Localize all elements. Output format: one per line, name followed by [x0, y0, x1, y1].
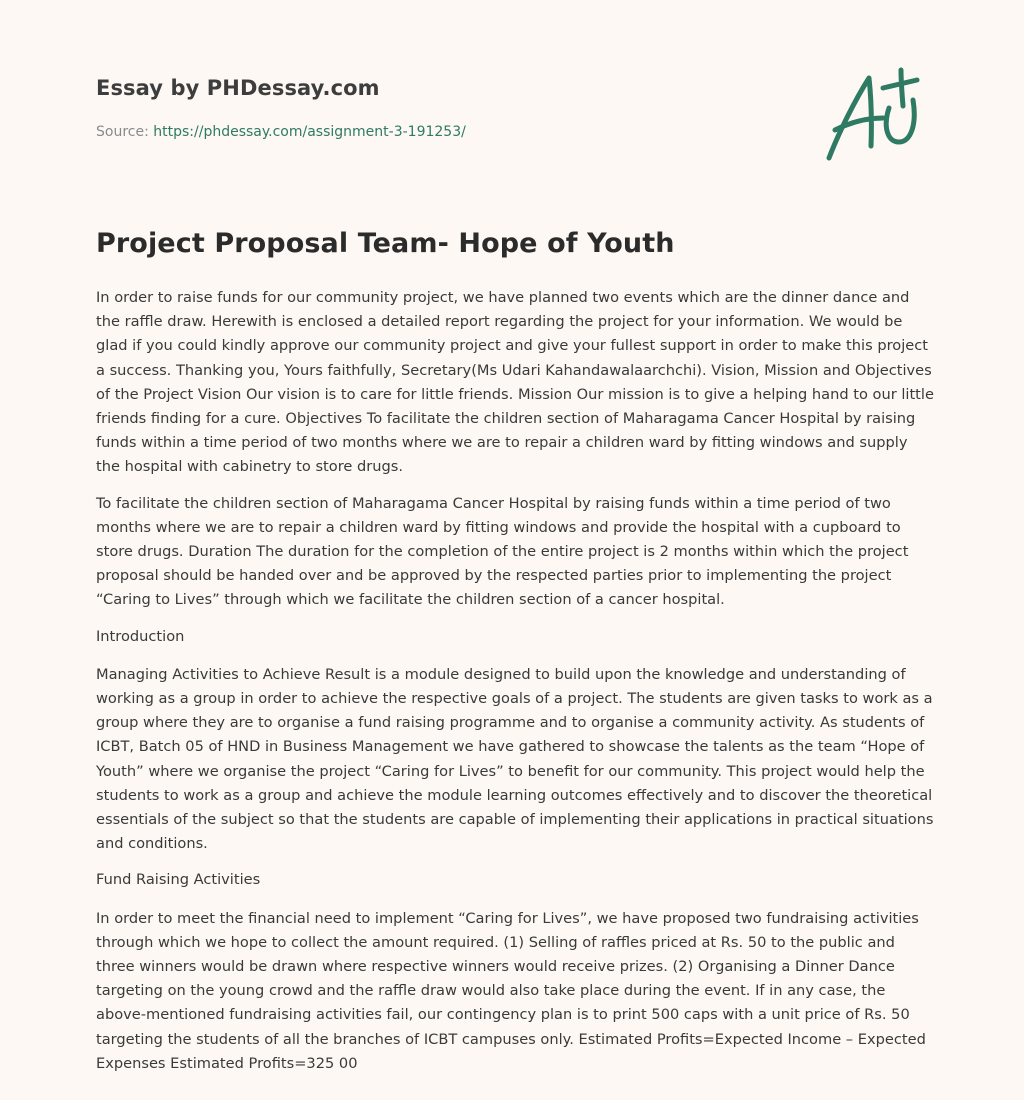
document-header	[96, 0, 936, 200]
essay-title: Project Proposal Team- Hope of Youth	[96, 228, 675, 259]
source-line	[96, 124, 466, 140]
paragraph-objectives: To facilitate the children section of Maharagama Cancer Hospital by raising funds within a time period of two months where we are to repair a children ward by fitting windows and provide the hospital with a cupboard to store drugs. Duration The duration for the completion of the entire project is 2 months within which the project proposal should be handed over and be approved by the respected parties prior to implementing the project “Caring to Lives” through which we facilitate the children section of a cancer hospital.	[96, 494, 909, 609]
paragraph-fund-raising: In order to meet the financial need to implement “Caring for Lives”, we have proposed two fundraising activities through which we hope to collect the amount required. (1) Selling of raffles priced at Rs. 50 to the public and three winners would be drawn where respective winners would receive prizes. (2) Organising a Dinner Dance targeting on the young crowd and the raffle draw would also take place during the event. If in any case, the above-mentioned fundraising activities fail, our contingency plan is to print 500 caps with a unit price of Rs. 50 targeting the students of all the branches of ICBT campuses only. Estimated Profits=Expected Income – Expected Expenses Estimated Profits=325 00	[96, 909, 926, 1072]
essay-body	[96, 286, 936, 1088]
paragraph-intro-letter: In order to raise funds for our community project, we have planned two events which are the dinner dance and the raffle draw. Herewith is enclosed a detailed report regarding the project for your information. We would be glad if you could kindly approve our community project and give your fullest support in order to make this project a success. Thanking you, Yours faithfully, Secretary(Ms Udari Kahandawalaarchchi). Vision, Mission and Objectives of the Project Vision Our vision is to care for little friends. Mission Our mission is to give a helping hand to our little friends finding for a cure. Objectives To facilitate the children section of Maharagama Cancer Hospital by raising funds within a time period of two months where we are to repair a children ward by fitting windows and supply the hospital with cabinetry to store drugs.	[96, 289, 934, 476]
section-heading-introduction: Introduction	[96, 627, 185, 645]
source-label: Source:	[96, 124, 154, 140]
paragraph-introduction: Managing Activities to Achieve Result is a module designed to build upon the knowledge and understanding of working as a group in order to achieve the respective goals of a project. The students are given tasks to work as a group where they are to organise a fund raising programme and to organise a community activity. As students of ICBT, Batch 05 of HND in Business Management we have gathered to showcase the talents as the team “Hope of Youth” where we organise the project “Caring for Lives” to benefit for our community. This project would help the students to work as a group and achieve the module learning outcomes effectively and to discover the theoretical essentials of the subject so that the students are capable of implementing their applications in practical situations and conditions.	[96, 665, 934, 853]
document-page	[96, 0, 936, 1072]
a-plus-icon	[821, 66, 931, 166]
section-heading-fund-raising: Fund Raising Activities	[96, 871, 261, 889]
source-link[interactable]: https://phdessay.com/assignment-3-191253/	[153, 124, 466, 140]
brand-title: Essay by PHDessay.com	[96, 76, 380, 100]
